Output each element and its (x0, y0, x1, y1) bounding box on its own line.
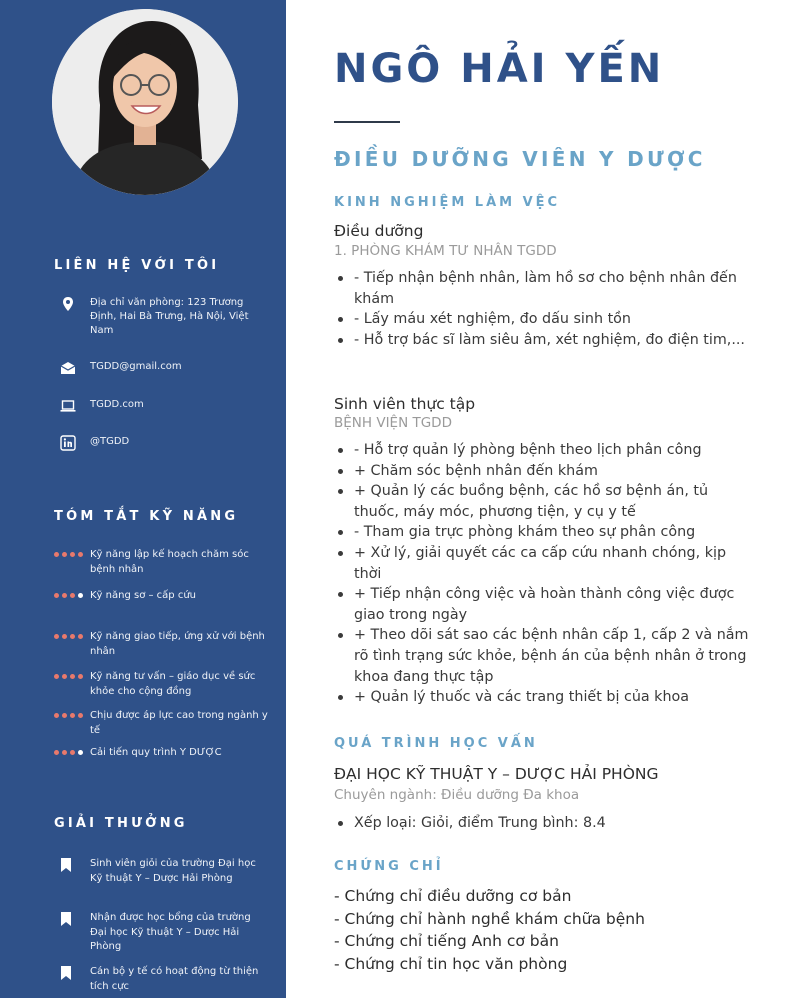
education-heading: QUÁ TRÌNH HỌC VẤN (334, 736, 538, 751)
award-label: Sinh viên giỏi của trường Đại học Kỹ thuật Y – Dược Hải Phòng (90, 858, 256, 884)
bookmark-icon (60, 858, 72, 872)
skill-level-dot (62, 593, 67, 598)
skill-level-dot (70, 593, 75, 598)
education-school: ĐẠI HỌC KỸ THUẬT Y – DƯỢC HẢI PHÒNG (334, 765, 659, 783)
skill-level-dot (70, 674, 75, 679)
job-2-bullets (334, 440, 754, 708)
email-link[interactable]: TGDD@gmail.com (90, 361, 182, 372)
job-2-place: BỆNH VIỆN TGDD (334, 415, 452, 431)
address-text: Địa chỉ văn phòng: 123 Trương Định, Hai Bà Trưng, Hà Nội, Việt Nam (90, 297, 249, 336)
skill-item (54, 589, 274, 604)
award-item (60, 911, 270, 955)
bullet-item: - Hỗ trợ quản lý phòng bệnh theo lịch phân công (334, 440, 754, 461)
contact-linkedin[interactable] (60, 435, 260, 451)
skill-level-dots (54, 750, 84, 755)
skill-level-dot (62, 552, 67, 557)
award-label: Cán bộ y tế có hoạt động từ thiện tích cực (90, 966, 259, 992)
skill-level-dot (54, 552, 59, 557)
skill-level-dot (54, 713, 59, 718)
certificate-item: - Chứng chỉ tiếng Anh cơ bản (334, 932, 559, 951)
linkedin-icon (60, 435, 76, 451)
bullet-item: + Tiếp nhận công việc và hoàn thành công việc được giao trong ngày (334, 584, 754, 625)
skill-level-dot (70, 552, 75, 557)
skill-level-dots (54, 674, 84, 679)
skill-label: Cải tiến quy trình Y DƯỢC (90, 747, 222, 758)
skill-level-dot (54, 674, 59, 679)
job-title: ĐIỀU DƯỠNG VIÊN Y DƯỢC (334, 147, 706, 171)
bullet-item: + Theo dõi sát sao các bệnh nhân cấp 1, cấp 2 và nắm rõ tình trạng sức khỏe, bệnh án của bệnh nhân ở trong khoa đang thực tập (334, 625, 754, 687)
skill-level-dot (78, 634, 83, 639)
linkedin-link[interactable]: @TGDD (90, 436, 130, 447)
experience-heading: KINH NGHIỆM LÀM VỆC (334, 195, 561, 210)
skill-level-dot (54, 750, 59, 755)
skill-level-dot (62, 674, 67, 679)
skill-level-dot (62, 713, 67, 718)
bullet-item: + Quản lý thuốc và các trang thiết bị của khoa (334, 687, 754, 708)
certificate-item: - Chứng chỉ tin học văn phòng (334, 955, 568, 974)
skill-item (54, 548, 274, 577)
education-major: Chuyên ngành: Điều dưỡng Đa khoa (334, 787, 580, 803)
certificate-item: - Chứng chỉ điều dưỡng cơ bản (334, 887, 572, 905)
website-link[interactable]: TGDD.com (90, 399, 144, 410)
skill-level-dot (62, 750, 67, 755)
skill-label: Kỹ năng giao tiếp, ứng xử với bệnh nhân (90, 631, 265, 657)
title-divider (334, 121, 400, 123)
skill-item (54, 670, 274, 699)
award-item (60, 857, 270, 886)
skill-item (54, 630, 274, 659)
skill-label: Kỹ năng tư vấn – giáo dục về sức khỏe cho cộng đồng (90, 671, 256, 697)
skill-level-dots (54, 593, 84, 598)
bullet-item: + Quản lý các buồng bệnh, các hồ sơ bệnh án, tủ thuốc, máy móc, phương tiện, y cụ y tế (334, 481, 754, 522)
skill-level-dot (78, 750, 83, 755)
award-item (60, 965, 270, 994)
avatar (52, 9, 238, 195)
bullet-item: - Hỗ trợ bác sĩ làm siêu âm, xét nghiệm, đo điện tim,... (334, 330, 754, 351)
bullet-item: - Lấy máu xét nghiệm, đo dấu sinh tồn (334, 309, 754, 330)
awards-heading: GIẢI THƯỞNG (54, 816, 188, 831)
location-pin-icon (60, 296, 76, 312)
job-1-bullets (334, 268, 754, 350)
certificates-list (334, 885, 754, 976)
contact-email[interactable] (60, 360, 260, 376)
skill-level-dot (70, 750, 75, 755)
job-1-place: 1. PHÒNG KHÁM TƯ NHÂN TGDD (334, 243, 557, 259)
skill-item (54, 709, 274, 738)
award-label: Nhận được học bổng của trường Đại học Kỹ thuật Y – Dược Hải Phòng (90, 912, 251, 952)
skill-level-dot (54, 593, 59, 598)
skill-level-dot (70, 713, 75, 718)
skill-level-dot (62, 634, 67, 639)
bookmark-icon (60, 966, 72, 980)
mail-icon (60, 360, 76, 376)
skill-level-dot (54, 634, 59, 639)
skill-level-dot (78, 593, 83, 598)
skill-level-dot (70, 634, 75, 639)
skill-level-dot (78, 552, 83, 557)
contact-website[interactable] (60, 398, 260, 414)
skill-item (54, 746, 274, 761)
contact-address (60, 296, 260, 338)
education-bullets (334, 813, 754, 834)
skills-heading: TÓM TẮT KỸ NĂNG (54, 509, 239, 524)
certificate-item: - Chứng chỉ hành nghề khám chữa bệnh (334, 909, 645, 928)
skill-level-dot (78, 713, 83, 718)
certificates-heading: CHỨNG CHỈ (334, 859, 444, 874)
skill-level-dots (54, 552, 84, 557)
skill-level-dot (78, 674, 83, 679)
job-2-title: Sinh viên thực tập (334, 395, 476, 413)
bullet-item: - Tham gia trực phòng khám theo sự phân công (334, 522, 754, 543)
profile-photo (52, 9, 238, 195)
skill-label: Kỹ năng sơ – cấp cứu (90, 590, 196, 601)
main-content (286, 0, 800, 998)
bullet-item: - Tiếp nhận bệnh nhân, làm hồ sơ cho bệnh nhân đến khám (334, 268, 754, 309)
bookmark-icon (60, 912, 72, 926)
skill-level-dots (54, 713, 84, 718)
laptop-icon (60, 398, 76, 414)
bullet-item: Xếp loại: Giỏi, điểm Trung bình: 8.4 (334, 813, 754, 834)
skill-label: Chịu được áp lực cao trong ngành y tế (90, 710, 268, 736)
job-1-title: Điều dưỡng (334, 222, 424, 240)
contact-heading: LIÊN HỆ VỚI TÔI (54, 258, 220, 273)
bullet-item: + Xử lý, giải quyết các ca cấp cứu nhanh chóng, kịp thời (334, 543, 754, 584)
sidebar (0, 0, 286, 998)
bullet-item: + Chăm sóc bệnh nhân đến khám (334, 461, 754, 482)
skill-level-dots (54, 634, 84, 639)
skill-label: Kỹ năng lập kế hoạch chăm sóc bệnh nhân (90, 549, 249, 575)
candidate-name: NGÔ HẢI YẾN (334, 46, 665, 92)
